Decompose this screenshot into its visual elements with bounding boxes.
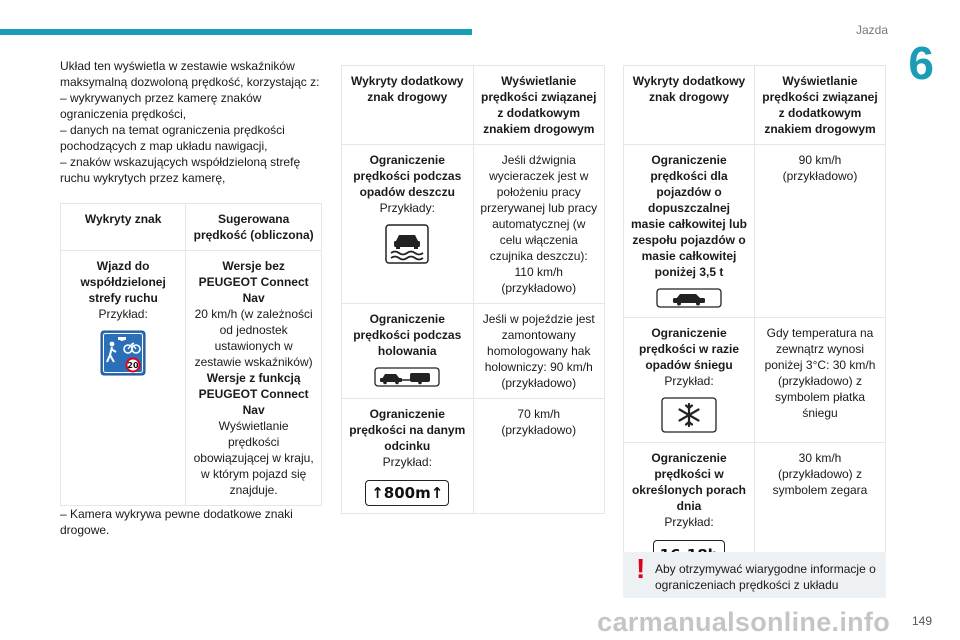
display-text: Jeśli w pojeździe jest zamontowany homologowany hak holowniczy: 90 km/h (przykładowo) <box>473 304 605 399</box>
rain-car-icon <box>385 224 429 264</box>
table-row <box>61 251 322 506</box>
chapter-number: 6 <box>908 37 934 89</box>
warning-icon: ! <box>636 553 646 584</box>
top-accent-bar <box>0 29 472 35</box>
sign-example-label: Przykład: <box>664 515 714 529</box>
version-text: Wyświetlanie prędkości obowiązującej w kraju, w którym pojazd się znajduje. <box>193 419 314 497</box>
table-header: Wykryty dodatkowy znak drogowy <box>624 66 755 145</box>
table-header: Wykryty znak <box>61 204 186 251</box>
display-text: 30 km/h (przykładowo) z symbolem zegara <box>755 443 886 578</box>
sign-example-label: Przykład: <box>98 307 148 321</box>
additional-signs-table-2 <box>623 65 886 584</box>
display-text: 90 km/h (przykładowo) <box>755 145 886 318</box>
sign-example-label: Przykład: <box>382 455 432 469</box>
table-row <box>342 304 605 399</box>
section-title: Jazda <box>855 23 888 37</box>
sign-title: Wjazd do współdzielonej strefy ruchu <box>80 259 166 305</box>
table-row <box>342 145 605 304</box>
version-text: 20 km/h (w zależności od jednostek ustawionych w zestawie wskaźników) <box>194 307 313 369</box>
additional-signs-table-1 <box>341 65 605 514</box>
intro-bullet: – wykrywanych przez kamerę znaków ograniczenia prędkości, <box>60 91 262 121</box>
column-right <box>623 65 886 584</box>
table-header: Wyświetlanie prędkości związanej z dodatkowym znakiem drogowym <box>473 66 605 145</box>
sign-title: Ograniczenie prędkości na danym odcinku <box>349 407 466 453</box>
table-row <box>342 399 605 514</box>
car-trailer-icon <box>374 367 440 387</box>
version-title: Wersje bez PEUGEOT Connect Nav <box>198 259 309 305</box>
sign-title: Ograniczenie prędkości dla pojazdów o dopuszczalnej masie całkowitej lub zespołu pojazdów o masie całkowitej poniżej 3,5 t <box>630 153 748 279</box>
warning-box <box>623 552 886 598</box>
table-header: Sugerowana prędkość (obliczona) <box>186 204 322 251</box>
intro-paragraph: Układ ten wyświetla w zestawie wskaźników maksymalną dozwoloną prędkość, korzystając z: <box>60 59 320 89</box>
column-middle <box>341 65 605 514</box>
sign-title: Ograniczenie prędkości podczas holowania <box>353 312 462 358</box>
car-icon <box>656 288 722 308</box>
page-number: 149 <box>911 614 932 628</box>
table-header: Wykryty dodatkowy znak drogowy <box>342 66 474 145</box>
intro-bullet: – danych na temat ograniczenia prędkości pochodzących z map układu nawigacji, <box>60 123 285 153</box>
sign-table <box>60 203 322 506</box>
plate-text: 800m <box>383 484 431 502</box>
table-row <box>624 145 886 318</box>
warning-text: Aby otrzymywać wiarygodne informacje o ograniczeniach prędkości z układu <box>655 562 876 592</box>
table-row <box>624 318 886 443</box>
column-left <box>60 58 322 538</box>
display-text: Gdy temperatura na zewnątrz wynosi poniżej 3°C: 30 km/h (przykładowo) z symbolem płatka śniegu <box>755 318 886 443</box>
version-title: Wersje z funkcją PEUGEOT Connect Nav <box>198 371 309 417</box>
speed-limit-value: 20 <box>127 361 139 371</box>
table-header: Wyświetlanie prędkości związanej z dodatkowym znakiem drogowym <box>755 66 886 145</box>
snowflake-icon <box>661 397 717 433</box>
camera-note: – Kamera wykrywa pewne dodatkowe znaki drogowe. <box>60 507 293 537</box>
distance-arrows-icon: ↑800m↑ <box>365 480 449 506</box>
sign-example-label: Przykład: <box>664 374 714 388</box>
intro-bullet: – znaków wskazujących współdzieloną strefę ruchu wykrytych przez kamerę, <box>60 155 301 185</box>
sign-title: Ograniczenie prędkości w określonych porach dnia <box>631 451 747 513</box>
display-text: Jeśli dźwignia wycieraczek jest w położeniu pracy przerywanej lub pracy automatycznej (w celu włączenia czujnika deszczu): 110 km/h (przykładowo) <box>473 145 605 304</box>
shared-zone-sign-icon <box>100 330 146 376</box>
watermark: carmanualsonline.info <box>597 607 890 637</box>
sign-title: Ograniczenie prędkości w razie opadów śniegu <box>638 326 740 372</box>
sign-example-label: Przykłady: <box>379 201 435 215</box>
sign-title: Ograniczenie prędkości podczas opadów deszczu <box>353 153 462 199</box>
display-text: 70 km/h (przykładowo) <box>473 399 605 514</box>
